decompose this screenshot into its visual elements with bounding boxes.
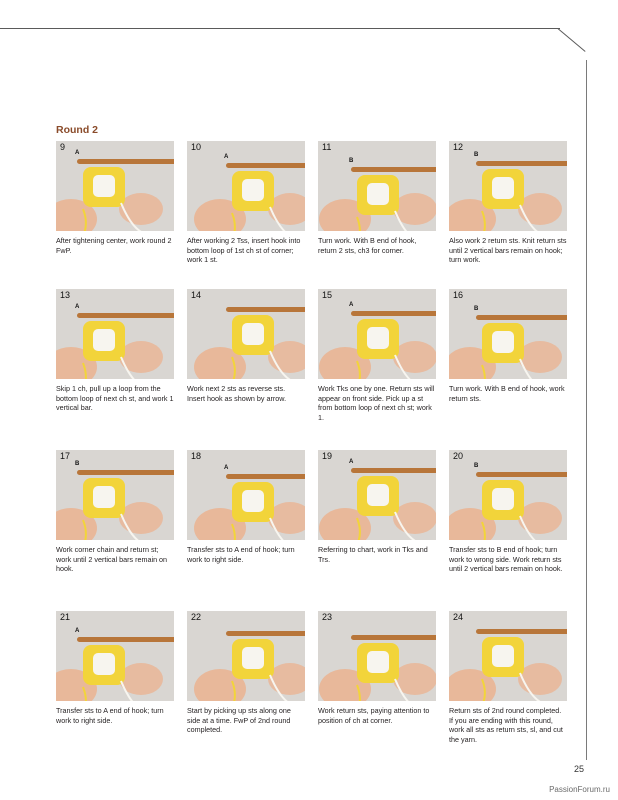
step-caption: Work corner chain and return st; work until 2 vertical bars remain on hook. [56, 545, 168, 574]
crochet-hook [351, 468, 436, 473]
photo-illustration [449, 450, 567, 540]
step-photo [56, 289, 174, 379]
step-caption: Work Tks one by one. Return sts will appear on front side. Pick up a st from bottom loop of next ch st; work 1. [318, 384, 435, 422]
step-caption: Work return sts, paying attention to position of ch at corner. [318, 706, 430, 725]
crochet-hook [351, 311, 436, 316]
photo-illustration [56, 289, 174, 379]
step-21 [56, 611, 174, 725]
step-22 [187, 611, 305, 735]
step-photo [318, 289, 436, 379]
crochet-hook [77, 313, 174, 318]
step-caption: Skip 1 ch, pull up a loop from the bottom loop of next ch st, and work 1 vertical bar. [56, 384, 174, 413]
step-photo [449, 450, 567, 540]
step-number: 19 [322, 451, 333, 461]
finger-shape [119, 193, 163, 225]
hook-end-marker: A [349, 459, 354, 465]
step-caption: Turn work. With B end of hook, return 2 sts, ch3 for corner. [318, 236, 417, 255]
photo-illustration [449, 289, 567, 379]
step-19 [318, 450, 436, 564]
step-14 [187, 289, 305, 403]
yarn-center [93, 653, 115, 675]
step-10 [187, 141, 305, 265]
step-24 [449, 611, 567, 744]
watermark: PassionForum.ru [549, 785, 610, 794]
step-photo [56, 141, 174, 231]
step-number: 16 [453, 290, 464, 300]
crochet-hook [476, 629, 567, 634]
step-caption: Transfer sts to A end of hook; turn work to right side. [187, 545, 295, 564]
step-caption: After working 2 Tss, insert hook into bottom loop of 1st ch st of corner; work 1 st. [187, 236, 301, 265]
finger-shape [393, 502, 436, 534]
yarn-center [367, 651, 389, 673]
step-caption: Also work 2 return sts. Knit return sts until 2 vertical bars remain on hook; turn work. [449, 236, 567, 265]
step-number: 17 [60, 451, 71, 461]
step-photo [56, 611, 174, 701]
yarn-center [492, 488, 514, 510]
step-number: 20 [453, 451, 464, 461]
finger-shape [393, 341, 436, 373]
step-number: 21 [60, 612, 71, 622]
crochet-hook [351, 167, 436, 172]
crochet-hook [226, 631, 305, 636]
yarn-center [93, 175, 115, 197]
hook-end-marker: A [349, 302, 354, 308]
step-20 [449, 450, 567, 574]
finger-shape [518, 502, 562, 534]
photo-illustration [187, 289, 305, 379]
step-caption: Turn work. With B end of hook, work return sts. [449, 384, 565, 403]
step-photo [449, 611, 567, 701]
yarn-center [242, 179, 264, 201]
hook-end-marker: A [224, 154, 229, 160]
yarn-center [367, 484, 389, 506]
finger-shape [518, 193, 562, 225]
step-11 [318, 141, 436, 255]
yarn-center [367, 183, 389, 205]
step-photo [187, 611, 305, 701]
step-photo [56, 450, 174, 540]
yarn-center [242, 490, 264, 512]
step-caption: Work next 2 sts as reverse sts. Insert hook as shown by arrow. [187, 384, 287, 403]
photo-illustration [318, 450, 436, 540]
step-caption: Referring to chart, work in Tks and Trs. [318, 545, 428, 564]
yarn-center [492, 331, 514, 353]
step-23 [318, 611, 436, 725]
photo-illustration [187, 611, 305, 701]
page-number: 25 [573, 764, 584, 774]
side-rule [586, 60, 587, 760]
step-photo [187, 450, 305, 540]
step-photo [187, 289, 305, 379]
hook-end-marker: B [474, 306, 479, 312]
photo-illustration [56, 611, 174, 701]
step-17 [56, 450, 174, 574]
crochet-hook [476, 161, 567, 166]
step-number: 10 [191, 142, 202, 152]
step-number: 24 [453, 612, 464, 622]
hook-end-marker: A [75, 628, 80, 634]
step-13 [56, 289, 174, 413]
photo-illustration [187, 141, 305, 231]
hook-end-marker: A [75, 150, 80, 156]
photo-illustration [318, 289, 436, 379]
corner-diagonal [557, 28, 585, 52]
photo-illustration [318, 611, 436, 701]
step-photo [187, 141, 305, 231]
photo-illustration [449, 611, 567, 701]
step-photo [318, 611, 436, 701]
hook-end-marker: B [349, 158, 354, 164]
hook-end-marker: B [474, 463, 479, 469]
step-number: 18 [191, 451, 202, 461]
step-number: 23 [322, 612, 333, 622]
step-18 [187, 450, 305, 564]
hook-end-marker: A [75, 304, 80, 310]
hook-end-marker: B [75, 461, 80, 467]
step-number: 14 [191, 290, 202, 300]
step-caption: Return sts of 2nd round completed. If you are ending with this round, work all sts as return sts, sl, and cut the yarn. [449, 706, 563, 744]
step-caption: Transfer sts to B end of hook; turn work to wrong side. Work return sts until 2 vertical bars remain on hook. [449, 545, 563, 574]
step-16 [449, 289, 567, 403]
crochet-hook [476, 472, 567, 477]
step-15 [318, 289, 436, 422]
step-number: 13 [60, 290, 71, 300]
yarn-center [242, 647, 264, 669]
crochet-hook [476, 315, 567, 320]
crochet-hook [226, 474, 305, 479]
hook-end-marker: A [224, 465, 229, 471]
step-12 [449, 141, 567, 265]
crochet-hook [77, 637, 174, 642]
step-number: 15 [322, 290, 333, 300]
top-rule [0, 28, 560, 29]
yarn-center [492, 645, 514, 667]
step-photo [449, 141, 567, 231]
photo-illustration [56, 450, 174, 540]
crochet-hook [77, 159, 174, 164]
photo-illustration [449, 141, 567, 231]
step-9 [56, 141, 174, 255]
photo-illustration [187, 450, 305, 540]
step-caption: Transfer sts to A end of hook; turn work to right side. [56, 706, 164, 725]
step-photo [449, 289, 567, 379]
step-photo [318, 450, 436, 540]
yarn-center [93, 486, 115, 508]
yarn-center [492, 177, 514, 199]
finger-shape [518, 663, 562, 695]
step-caption: After tightening center, work round 2 FwP. [56, 236, 172, 255]
step-number: 22 [191, 612, 202, 622]
crochet-hook [226, 163, 305, 168]
step-number: 11 [322, 142, 332, 152]
yarn-center [93, 329, 115, 351]
crochet-hook [351, 635, 436, 640]
hook-end-marker: B [474, 152, 479, 158]
finger-shape [119, 502, 163, 534]
step-number: 12 [453, 142, 464, 152]
section-title: Round 2 [56, 124, 98, 136]
photo-illustration [318, 141, 436, 231]
crochet-hook [77, 470, 174, 475]
crochet-hook [226, 307, 305, 312]
photo-illustration [56, 141, 174, 231]
step-caption: Start by picking up sts along one side at a time. FwP of 2nd round completed. [187, 706, 291, 735]
step-photo [318, 141, 436, 231]
step-number: 9 [60, 142, 66, 152]
yarn-center [242, 323, 264, 345]
yarn-center [367, 327, 389, 349]
